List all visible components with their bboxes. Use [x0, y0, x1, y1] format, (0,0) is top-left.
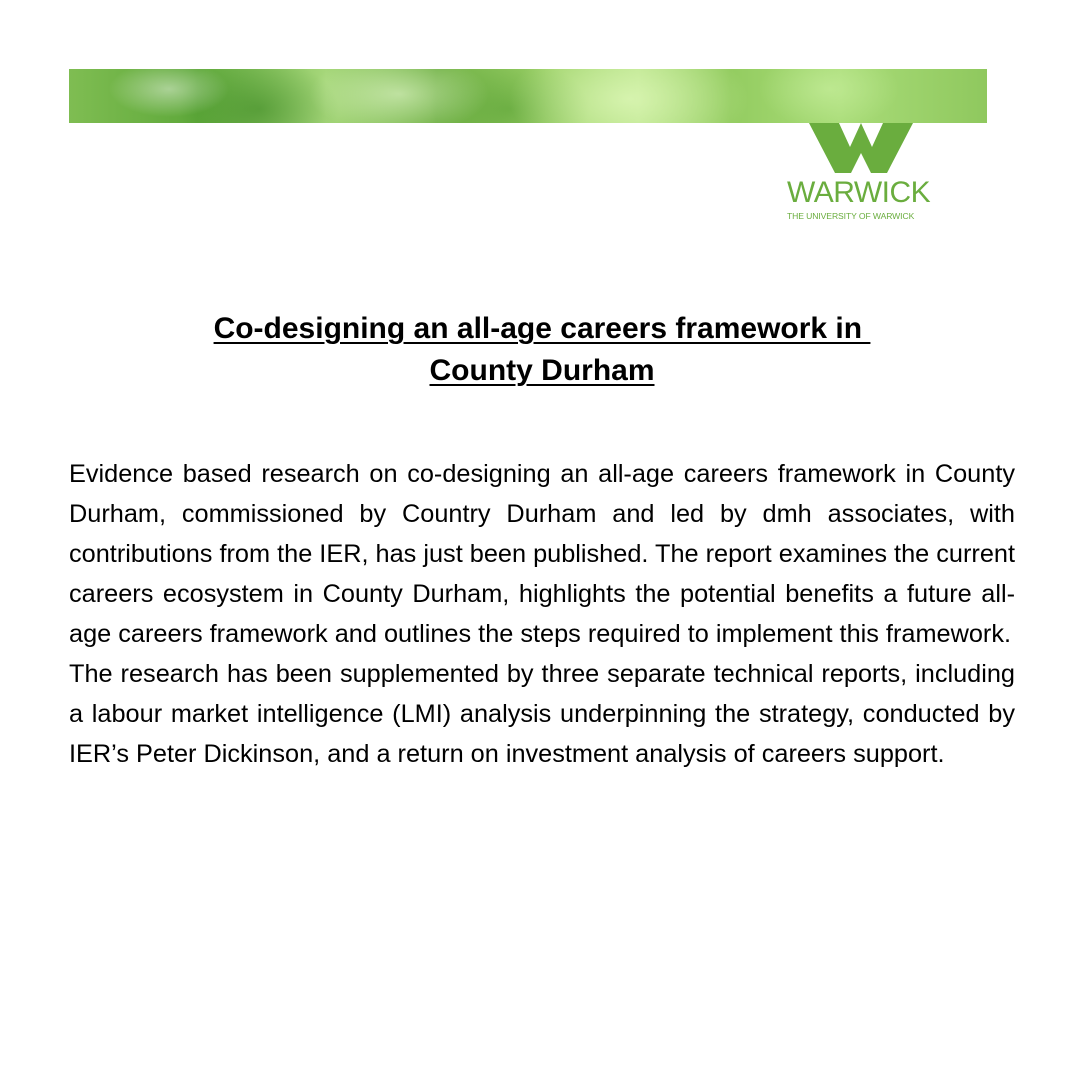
logo-subtitle: THE UNIVERSITY OF WARWICK: [787, 211, 915, 221]
title-line-1: Co-designing an all-age careers framework in: [213, 312, 871, 345]
logo-wordmark: WARWICK: [787, 176, 931, 209]
warwick-w-mark-icon: [809, 123, 913, 173]
article-title: [69, 308, 1015, 392]
warwick-logo: [782, 123, 942, 233]
body-paragraph-2: The research has been supplemented by three separate technical reports, including a labour market intelligence (LMI) analysis underpinning the strategy, conducted by IER’s Peter Dickinson, and a return on investment analysis of careers support.: [69, 660, 1015, 768]
body-paragraph-1: Evidence based research on co-designing an all-age careers framework in County Durham, commissioned by Country Durham and led by dmh associates, with contributions from the IER, has just been published. The report examines the current careers ecosystem in County Durham, highlights the potential benefits a future all-age careers framework and outlines the steps required to implement this framework.: [69, 460, 1015, 648]
header-banner: [69, 69, 987, 123]
title-line-2: County Durham: [429, 354, 655, 387]
article-body: [69, 454, 1015, 774]
